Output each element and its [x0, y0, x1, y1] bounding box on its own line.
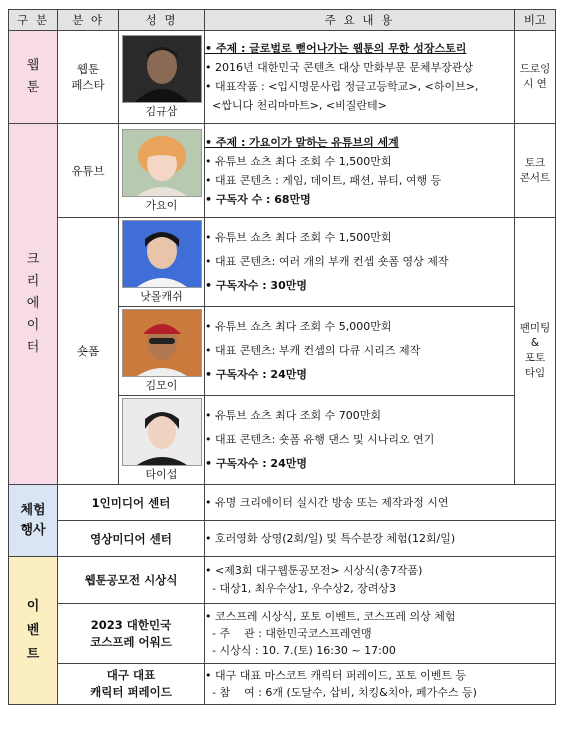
person-photo: [122, 35, 202, 103]
content-line: • 구독자수 : 30만명: [205, 279, 307, 292]
field-webtoon-contest-ceremony: 웹툰공모전 시상식: [58, 557, 205, 604]
content-line: - 주 관 : 대한민국코스프레연맹: [205, 627, 372, 640]
content-line: • 대구 대표 마스코트 캐릭터 퍼레이드, 포토 이벤트 등: [205, 669, 467, 682]
person-photo: [122, 220, 202, 288]
content-line: • 유튜브 쇼츠 최다 조회 수 1,500만회: [205, 231, 392, 244]
category-webtoon: 웹 툰: [9, 31, 58, 124]
field-cosplay-award: 2023 대한민국 코스프레 어워드: [58, 604, 205, 664]
content-1person-media: • 유명 크리에이터 실시간 방송 또는 제작과정 시연: [205, 485, 556, 521]
field-webtoon-festa: 웹툰 페스타: [58, 31, 119, 124]
content-line: • 구독자 수 : 68만명: [205, 192, 311, 206]
note-shorts: 팬미팅 & 포토 타임: [515, 218, 556, 485]
person-name: 타이섭: [145, 468, 178, 481]
person-cell: [119, 124, 205, 218]
person-name: 김규삼: [145, 105, 178, 118]
header-content: 주 요 내 용: [205, 10, 515, 31]
category-event: 이 벤 트: [9, 557, 58, 705]
program-table: [8, 9, 556, 705]
content-shorts-1: [205, 218, 515, 307]
content-line: - 시상식 : 10. 7.(토) 16:30 ~ 17:00: [205, 644, 396, 657]
content-video-media: • 호러영화 상영(2회/일) 및 특수분장 체험(12회/일): [205, 521, 556, 557]
content-youtube: [205, 124, 515, 218]
header-field: 분 야: [58, 10, 119, 31]
content-line: • 대표 콘텐츠 : 게임, 데이트, 패션, 뷰티, 여행 등: [205, 173, 442, 187]
header-note: 비고: [515, 10, 556, 31]
header-category: 구 분: [9, 10, 58, 31]
person-photo: [122, 398, 202, 466]
field-youtube: 유튜브: [58, 124, 119, 218]
header-row: [9, 10, 556, 31]
content-line: • <제3회 대구웹툰공모전> 시상식(총7작품): [205, 564, 423, 577]
content-line: • 주제 : 가요이가 말하는 유튜브의 세계: [205, 135, 399, 149]
content-line: • 유튜브 쇼츠 최다 조회 수 1,500만회: [205, 154, 392, 168]
content-shorts-3: [205, 396, 515, 485]
person-photo: [122, 309, 202, 377]
experience-row: [9, 521, 556, 557]
content-line: • 주제 : 글로벌로 뻗어나가는 웹툰의 무한 성장스토리: [205, 42, 467, 55]
content-line: • 구독자수 : 24만명: [205, 368, 307, 381]
content-line: • 대표 콘텐츠: 부캐 컨셉의 다큐 시리즈 제작: [205, 344, 421, 357]
content-line: • 대표 콘텐츠: 여러 개의 부캐 컨셉 숏폼 영상 제작: [205, 255, 449, 268]
content-line: • 코스프레 시상식, 포토 이벤트, 코스프레 의상 체험: [205, 610, 456, 623]
field-video-media-center: 영상미디어 센터: [58, 521, 205, 557]
content-line: • 유튜브 쇼츠 최다 조회 수 5,000만회: [205, 320, 392, 333]
content-shorts-2: [205, 307, 515, 396]
creator-shorts-row: [9, 218, 556, 307]
content-line: <쌉니다 천리마마트>, <비질란테>: [205, 99, 387, 112]
content-line: • 2016년 대한민국 콘텐츠 대상 만화부문 문체부장관상: [205, 61, 473, 74]
field-1person-media-center: 1인미디어 센터: [58, 485, 205, 521]
content-line: • 대표 콘텐츠: 숏폼 유행 댄스 및 시나리오 연기: [205, 433, 435, 446]
experience-row: [9, 485, 556, 521]
person-photo: [122, 129, 202, 197]
note-youtube: 토크 콘서트: [515, 124, 556, 218]
event-row: [9, 604, 556, 664]
header-name: 성 명: [119, 10, 205, 31]
person-cell: [119, 307, 205, 396]
person-cell: [119, 31, 205, 124]
content-line: - 대상1, 최우수상1, 우수상2, 장려상3: [205, 582, 396, 595]
content-cosplay-award: [205, 604, 556, 664]
content-line: • 구독자수 : 24만명: [205, 457, 307, 470]
person-name: 낫몰캐쉬: [140, 290, 183, 303]
person-name: 가요이: [145, 198, 178, 212]
creator-youtube-row: [9, 124, 556, 218]
content-character-parade: [205, 664, 556, 705]
person-name: 김모이: [145, 379, 178, 392]
content-line: • 유튜브 쇼츠 최다 조회 수 700만회: [205, 409, 381, 422]
person-cell: [119, 218, 205, 307]
field-shorts: 숏폼: [58, 218, 119, 485]
category-creator: 크 리 에 이 터: [9, 124, 58, 485]
person-cell: [119, 396, 205, 485]
category-experience: 체험 행사: [9, 485, 58, 557]
webtoon-row: [9, 31, 556, 124]
field-character-parade: 대구 대표 캐릭터 퍼레이드: [58, 664, 205, 705]
event-row: [9, 557, 556, 604]
content-webtoon: [205, 31, 515, 124]
content-line: - 참 여 : 6개 (도달수, 삽비, 치킹&치아, 페가수스 등): [205, 686, 477, 699]
event-row: [9, 664, 556, 705]
content-webtoon-contest: [205, 557, 556, 604]
note-webtoon: 드로잉 시 연: [515, 31, 556, 124]
content-line: • 대표작품 : <입시명문사립 정글고등학교>, <하이브>,: [205, 80, 479, 93]
